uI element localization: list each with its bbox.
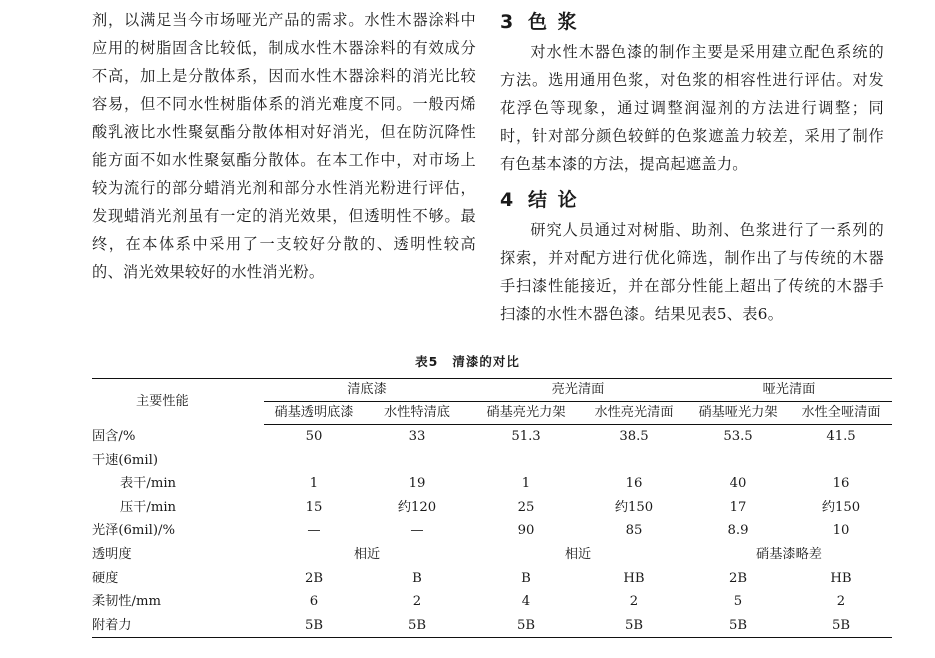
- table-caption-title: 清漆的对比: [452, 354, 520, 369]
- table-cell: 5B: [264, 614, 364, 638]
- sub-header: 硝基透明底漆: [264, 402, 364, 425]
- row-label: 压干/min: [120, 499, 177, 515]
- table-cell: 2: [836, 594, 846, 610]
- table-cell: HB: [830, 570, 852, 586]
- right-column: [500, 6, 884, 328]
- table-cell: 约120: [397, 499, 437, 515]
- row-label: 透明度: [92, 546, 132, 562]
- table-caption-label: 表5: [415, 354, 439, 369]
- table-row: [92, 519, 892, 543]
- table-cell: 约150: [821, 499, 861, 515]
- table-row: [92, 496, 892, 520]
- table-row: [92, 425, 892, 449]
- row-label: 光泽(6mil)/%: [92, 523, 175, 539]
- row-label: 附着力: [92, 614, 264, 638]
- table-cell: 25: [517, 499, 535, 515]
- table-cell: 8.9: [727, 523, 749, 539]
- table-cell: —: [307, 523, 321, 539]
- section-4-number: 4: [500, 189, 516, 211]
- table-cell: 19: [408, 476, 426, 492]
- table-cell: 约150: [614, 499, 654, 515]
- row-label: 硬度: [92, 570, 119, 586]
- table-row: [92, 449, 892, 473]
- table-cell: 10: [832, 523, 850, 539]
- table-cell: 16: [625, 476, 643, 492]
- row-label: 表干/min: [120, 476, 177, 492]
- table-cell-merged: 相近: [564, 546, 592, 562]
- table-cell: 85: [625, 523, 643, 539]
- table-cell: 2: [629, 594, 639, 610]
- table-row: [92, 472, 892, 496]
- comparison-table: [92, 378, 892, 638]
- table-cell: 16: [832, 476, 850, 492]
- table-cell: 4: [521, 594, 531, 610]
- left-column: [92, 6, 476, 286]
- section-3-number: 3: [500, 11, 516, 33]
- row-label: 干速(6mil): [92, 452, 158, 468]
- table-cell: 5B: [364, 614, 470, 638]
- table-cell: 33: [408, 429, 426, 444]
- table-row: [92, 614, 892, 638]
- table-cell: 38.5: [619, 429, 649, 444]
- table-cell: 6: [309, 594, 319, 610]
- table-row: [92, 590, 892, 614]
- table-cell: 5B: [790, 614, 892, 638]
- section-3-paragraph: 对水性木器色漆的制作主要是采用建立配色系统的方法。选用通用色浆，对色浆的相容性进行评估。对发花浮色等现象，通过调整润湿剂的方法进行调整；同时，针对部分颜色较鲜的色浆遮盖力较差，采用了制作有色基本漆的方法，提高起遮盖力。: [500, 43, 884, 173]
- table-cell: 15: [305, 499, 323, 515]
- table-cell: 41.5: [826, 429, 856, 444]
- section-4-heading: [500, 184, 884, 216]
- row-label: 柔韧性/mm: [92, 594, 162, 610]
- table-cell: 2B: [304, 570, 324, 586]
- sub-header: 水性全哑清面: [790, 402, 892, 425]
- table-cell: 5B: [470, 614, 582, 638]
- main-header: 主要性能: [92, 379, 264, 425]
- table-cell: 53.5: [723, 429, 753, 444]
- table-cell: 1: [521, 476, 531, 492]
- table-cell: —: [410, 523, 424, 539]
- table-cell: 5B: [582, 614, 686, 638]
- table-cell: 40: [729, 476, 747, 492]
- section-3-title: 色 浆: [528, 11, 579, 33]
- group-header: 哑光清面: [686, 379, 892, 402]
- table-caption: [0, 352, 935, 370]
- section-4-paragraph: 研究人员通过对树脂、助剂、色浆进行了一系列的探索，并对配方进行优化筛选，制作出了与传统的木器手扫漆性能接近，并在部分性能上超出了传统的木器手扫漆的水性木器色漆。结果见表5、表6。: [500, 221, 884, 323]
- table-cell: 2: [412, 594, 422, 610]
- table-cell: 90: [517, 523, 535, 539]
- row-label: 固含/%: [92, 428, 136, 444]
- table-cell: B: [521, 570, 531, 586]
- table-cell: 2B: [728, 570, 748, 586]
- sub-header: 水性特清底: [364, 402, 470, 425]
- table-cell: HB: [623, 570, 645, 586]
- table-cell: 1: [309, 476, 319, 492]
- sub-header: 硝基哑光力架: [686, 402, 790, 425]
- group-header: 清底漆: [264, 379, 470, 402]
- section-3-heading: [500, 6, 884, 38]
- table-cell: B: [412, 570, 422, 586]
- table-row: [92, 567, 892, 591]
- left-paragraph: 剂，以满足当今市场哑光产品的需求。水性木器涂料中应用的树脂固含比较低，制成水性木器涂料的有效成分不高，加上是分散体系，因而水性木器涂料的消光比较容易，但不同水性树脂体系的消光难度不同。一般丙烯酸乳液比水性聚氨酯分散体相对好消光，但在防沉降性能方面不如水性聚氨酯分散体。在本工作中，对市场上较为流行的部分蜡消光剂和部分水性消光粉进行评估，发现蜡消光剂虽有一定的消光效果，但透明性不够。最终，在本体系中采用了一支较好分散的、透明性较高的、消光效果较好的水性消光粉。: [92, 11, 476, 281]
- section-4-title: 结 论: [528, 189, 579, 211]
- table-cell: 5: [733, 594, 743, 610]
- table-cell: 17: [729, 499, 747, 515]
- table-cell-merged: 相近: [353, 546, 381, 562]
- sub-header: 硝基亮光力架: [470, 402, 582, 425]
- table-cell: 50: [305, 429, 323, 444]
- group-header: 亮光清面: [470, 379, 686, 402]
- table-row: [92, 543, 892, 567]
- table-cell: 51.3: [511, 429, 541, 444]
- table-cell-merged: 硝基漆略差: [756, 546, 822, 562]
- table-cell: 5B: [686, 614, 790, 638]
- sub-header: 水性亮光清面: [582, 402, 686, 425]
